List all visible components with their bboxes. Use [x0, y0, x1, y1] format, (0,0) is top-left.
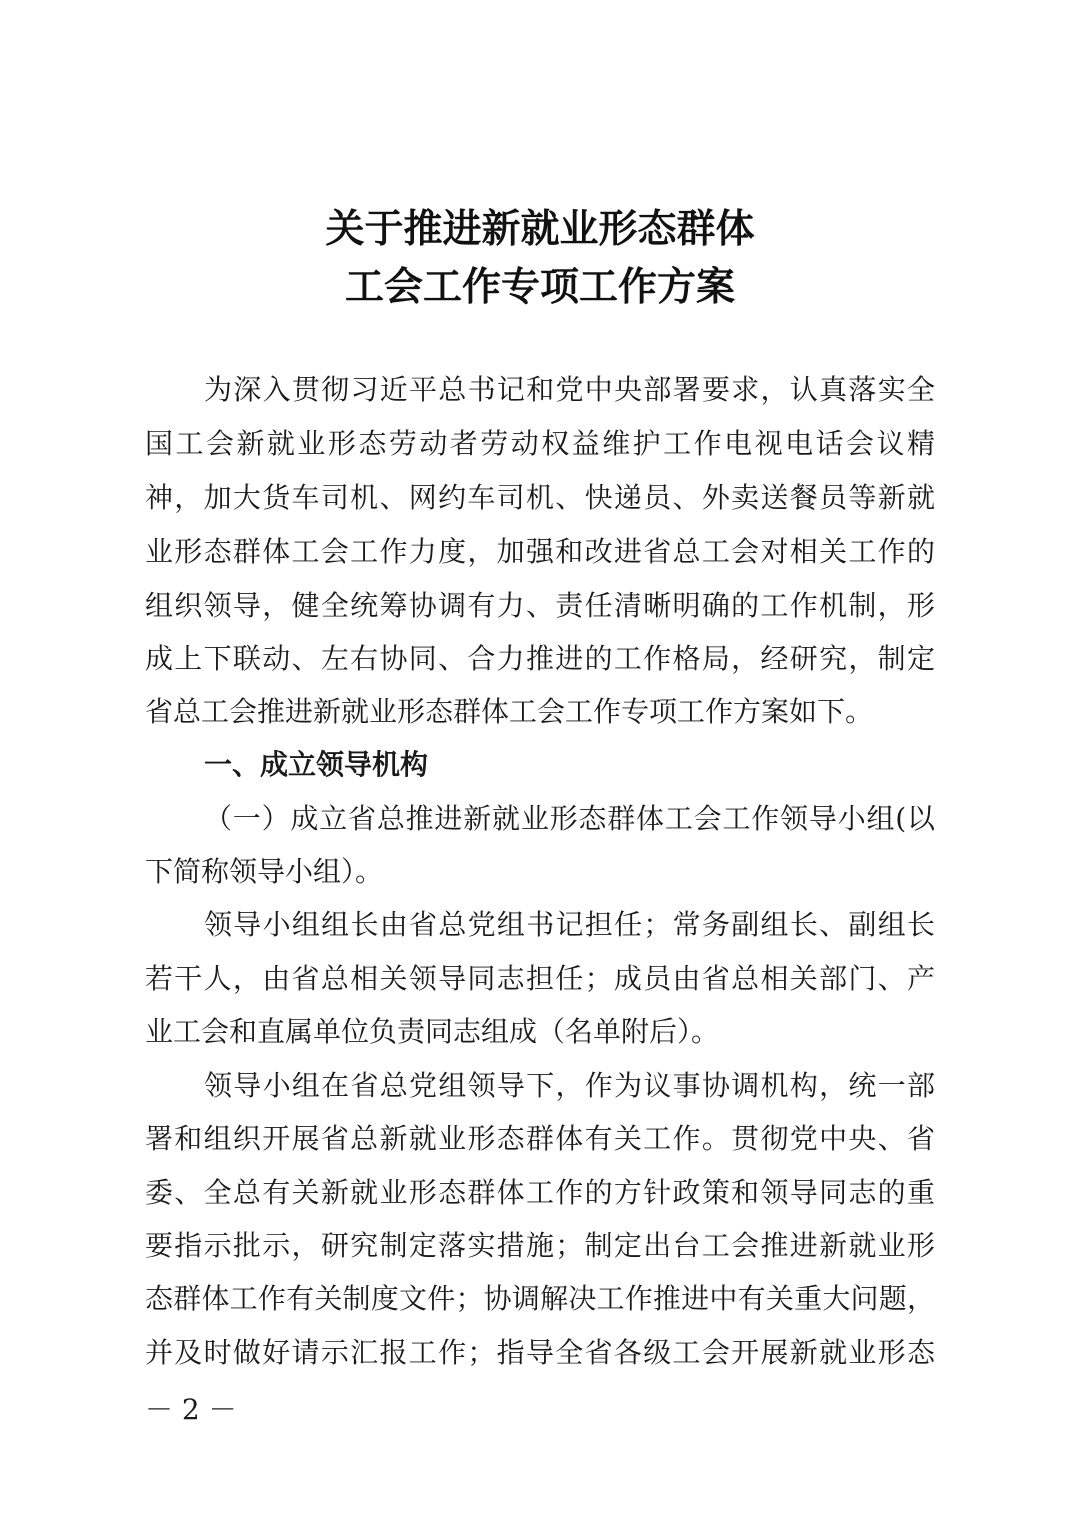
body-text-line: 成上下联动、左右协同、合力推进的工作格局，经研究，制定	[145, 642, 935, 675]
body-text-line: 署和组织开展省总新就业形态群体有关工作。贯彻党中央、省	[145, 1122, 935, 1155]
document-title-line-1: 关于推进新就业形态群体	[325, 206, 755, 252]
body-text-line: 神，加大货车司机、网约车司机、快递员、外卖送餐员等新就	[145, 481, 935, 514]
section-heading: 一、成立领导机构	[204, 748, 429, 781]
body-text-line: 国工会新就业形态劳动者劳动权益维护工作电视电话会议精	[145, 427, 935, 460]
body-text-line: 组织领导，健全统筹协调有力、责任清晰明确的工作机制，形	[145, 589, 935, 622]
body-text-line: 业工会和直属单位负责同志组成（名单附后）。	[145, 1015, 720, 1048]
body-text-line: 若干人，由省总相关领导同志担任；成员由省总相关部门、产	[145, 962, 935, 995]
body-text-line: 为深入贯彻习近平总书记和党中央部署要求，认真落实全	[204, 373, 935, 406]
body-text-line: 省总工会推进新就业形态群体工会工作专项工作方案如下。	[145, 695, 874, 728]
body-text-line: 委、全总有关新就业形态群体工作的方针政策和领导同志的重	[145, 1176, 935, 1209]
page-number: － 2 －	[145, 1393, 237, 1426]
body-text-line: 业形态群体工会工作力度，加强和改进省总工会对相关工作的	[145, 535, 935, 568]
subsection-heading-line: 下简称领导小组）。	[145, 855, 384, 888]
body-text-line: 领导小组在省总党组领导下，作为议事协调机构，统一部	[204, 1069, 935, 1102]
body-text-line: 态群体工作有关制度文件；协调解决工作推进中有关重大问题，	[145, 1282, 935, 1315]
subsection-heading-line: （一）成立省总推进新就业形态群体工会工作领导小组(以	[204, 802, 935, 835]
body-text-line: 并及时做好请示汇报工作；指导全省各级工会开展新就业形态	[145, 1336, 935, 1369]
document-title-line-2: 工会工作专项工作方案	[344, 264, 735, 310]
body-text-line: 领导小组组长由省总党组书记担任；常务副组长、副组长	[204, 908, 935, 941]
body-text-line: 要指示批示，研究制定落实措施；制定出台工会推进新就业形	[145, 1229, 935, 1262]
